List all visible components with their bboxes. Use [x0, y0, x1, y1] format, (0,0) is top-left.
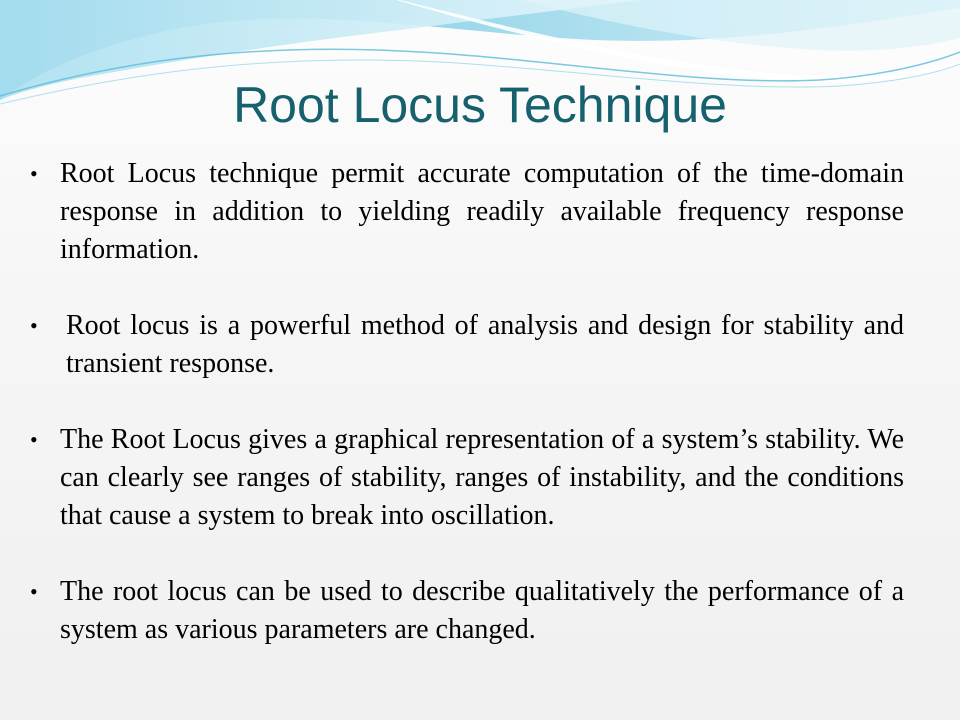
bullet-dot-icon: • — [30, 313, 38, 338]
bullet-text: The root locus can be used to describe qualitatively the performance of a system as various parameters are changed. — [60, 576, 904, 645]
slide-title: Root Locus Technique — [233, 77, 727, 133]
bullet-list — [24, 155, 904, 649]
bullet-item — [24, 155, 904, 269]
bullet-text: The Root Locus gives a graphical representation of a system’s stability. We can clearly see ranges of stability, ranges of instability, and the conditions that cause a system to break into oscillation. — [60, 424, 904, 531]
bullet-dot-icon: • — [30, 579, 38, 604]
bullet-text: Root Locus technique permit accurate computation of the time-domain response in addition to yielding readily available frequency response information. — [60, 158, 904, 265]
bullet-dot-icon: • — [30, 427, 38, 452]
bullet-item — [24, 421, 904, 535]
bullet-item — [24, 307, 904, 383]
bullet-item — [24, 573, 904, 649]
bullet-dot-icon: • — [30, 161, 38, 186]
bullet-text: Root locus is a powerful method of analysis and design for stability and transient response. — [66, 310, 904, 379]
